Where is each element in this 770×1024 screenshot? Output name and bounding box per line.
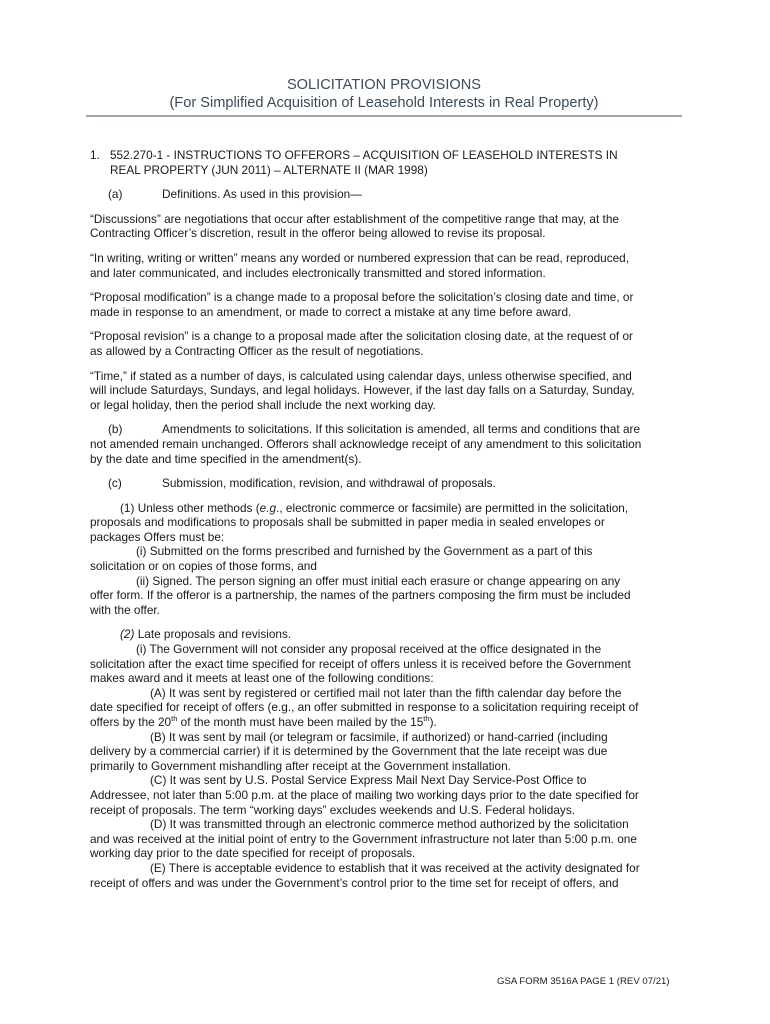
text-fragment: ., electronic commerce or facsimile) are permitted in the solicitation, xyxy=(276,500,629,515)
paragraph-label: (a) xyxy=(108,187,123,202)
paragraph-c xyxy=(90,476,680,491)
text-line: solicitation after the exact time specified for receipt of offers unless it is received before the Government xyxy=(90,656,631,671)
text-line: and was received at the initial point of entry to the Government infrastructure not later than 5:00 p.m. one xyxy=(90,831,637,846)
text-line: Contracting Officer’s discretion, result in the offeror being allowed to revise its proposal. xyxy=(90,226,546,241)
text-line: not amended remain unchanged. Offerors shall acknowledge receipt of any amendment to this solicitation xyxy=(90,436,642,451)
text-fragment: ). xyxy=(429,715,437,729)
text-line: Amendments to solicitations. If this solicitation is amended, all terms and conditions that are xyxy=(162,422,641,437)
text-line: “Time,” if stated as a number of days, is calculated using calendar days, unless otherwise specified, and xyxy=(90,368,632,383)
text-line: Addressee, not later than 5:00 p.m. at the place of mailing two working days prior to the date specified for xyxy=(90,787,639,802)
paragraph-a xyxy=(90,187,680,202)
text-line: made in response to an amendment, or made to correct a mistake at any time before award. xyxy=(90,304,572,319)
document-title: SOLICITATION PROVISIONS xyxy=(286,77,482,93)
text-line: or legal holiday, then the period shall include the next working day. xyxy=(90,397,436,412)
condition-d xyxy=(90,817,680,861)
text-line: “Proposal modification” is a change made to a proposal before the solicitation’s closing date and time, or xyxy=(90,290,634,305)
title-divider xyxy=(86,115,682,117)
condition-e xyxy=(90,861,680,890)
text-fragment: of the month must have been mailed by the 15 xyxy=(177,715,424,729)
text-line: receipt of offers and was under the Government’s control prior to the time set for receipt of offers, and xyxy=(90,875,619,890)
text-line: (D) It was transmitted through an electronic commerce method authorized by the solicitation xyxy=(150,817,629,832)
text-line: and later communicated, and includes electronically transmitted and stored information. xyxy=(90,265,546,280)
subparagraph-c1-i xyxy=(90,544,680,573)
document-body xyxy=(90,148,680,890)
text-emphasis: e.g xyxy=(259,500,277,515)
subparagraph-c1-ii xyxy=(90,574,680,618)
text-line: “In writing, writing or written” means any worded or numbered expression that can be read, reproduced, xyxy=(90,250,629,265)
provision-heading-line: REAL PROPERTY (JUN 2011) – ALTERNATE II (MAR 1998) xyxy=(110,162,428,177)
text-line: delivery by a commercial carrier) if it is determined by the Government that the late receipt was due xyxy=(90,744,608,759)
text-line: by the date and time specified in the amendment(s). xyxy=(90,451,362,466)
provision-heading-line: 552.270-1 - INSTRUCTIONS TO OFFERORS – ACQUISITION OF LEASEHOLD INTERESTS IN xyxy=(110,148,618,162)
paragraph-text: Submission, modification, revision, and withdrawal of proposals. xyxy=(162,476,496,491)
paragraph-b xyxy=(90,422,680,466)
text-line: (E) There is acceptable evidence to establish that it was received at the activity designated for xyxy=(150,860,640,875)
definition-writing xyxy=(90,251,680,280)
text-line: solicitation or on copies of those forms, and xyxy=(90,559,317,574)
text-line: as allowed by a Contracting Officer as the result of negotiations. xyxy=(90,343,424,358)
subparagraph-c1 xyxy=(90,501,680,545)
text-fragment: offers by the 20 xyxy=(90,715,172,729)
text-line: with the offer. xyxy=(90,602,160,617)
text-line: makes award and it meets at least one of the following conditions: xyxy=(90,671,434,686)
text-line: proposals and modifications to proposals shall be submitted in paper media in sealed envelopes or xyxy=(90,515,605,530)
text-line: (i) The Government will not consider any proposal received at the office designated in the xyxy=(136,642,602,657)
definition-proposal-modification xyxy=(90,290,680,319)
subparagraph-number: (2) xyxy=(120,627,135,642)
title-block xyxy=(86,76,682,112)
paragraph-label: (c) xyxy=(108,476,122,491)
text-line: packages Offers must be: xyxy=(90,529,225,544)
paragraph-text: Definitions. As used in this provision— xyxy=(162,187,362,202)
text-line: offer form. If the offeror is a partnership, the names of the partners composing the firm must be included xyxy=(90,588,631,603)
text-line: working day prior to the date specified for receipt of proposals. xyxy=(90,846,416,861)
provision-heading xyxy=(90,148,680,177)
text-line: (i) Submitted on the forms prescribed and furnished by the Government as a part of this xyxy=(136,544,593,559)
text-line: (ii) Signed. The person signing an offer must initial each erasure or change appearing on any xyxy=(136,573,621,588)
definition-proposal-revision xyxy=(90,329,680,358)
provision-number: 1. xyxy=(90,148,100,162)
definition-discussions xyxy=(90,212,680,241)
text-line: will include Saturdays, Sundays, and legal holidays. However, if the last day falls on a Saturday, Sunday, xyxy=(90,383,635,398)
page-footer: GSA FORM 3516A PAGE 1 (REV 07/21) xyxy=(497,976,670,987)
subparagraph-c2-i xyxy=(90,642,680,686)
text-line: receipt of proposals. The term “working days” excludes weekends and U.S. Federal holidays. xyxy=(90,802,576,817)
definition-time xyxy=(90,369,680,413)
text-line: date specified for receipt of offers (e.g., an offer submitted in response to a solicitation requiring receipt of xyxy=(90,700,639,715)
text-line: “Discussions” are negotiations that occur after establishment of the competitive range that may, at the xyxy=(90,211,619,226)
condition-a xyxy=(90,686,680,730)
text-line: primarily to Government mishandling after receipt at the Government installation. xyxy=(90,758,511,773)
subparagraph-c2 xyxy=(90,627,680,642)
condition-c xyxy=(90,773,680,817)
document-subtitle: (For Simplified Acquisition of Leasehold Interests in Real Property) xyxy=(169,95,599,111)
condition-b xyxy=(90,730,680,774)
text-line: “Proposal revision” is a change to a proposal made after the solicitation closing date, at the request of or xyxy=(90,329,633,344)
superscript: th xyxy=(423,714,430,723)
superscript: th xyxy=(171,714,178,723)
text-fragment: (1) Unless other methods ( xyxy=(120,500,260,515)
text-fragment: Late proposals and revisions. xyxy=(134,627,292,642)
text-line: (A) It was sent by registered or certified mail not later than the fifth calendar day before the xyxy=(150,685,622,700)
text-line: (B) It was sent by mail (or telegram or facsimile, if authorized) or hand-carried (including xyxy=(150,729,608,744)
text-line: (C) It was sent by U.S. Postal Service Express Mail Next Day Service-Post Office to xyxy=(150,773,587,788)
paragraph-label: (b) xyxy=(108,422,123,437)
